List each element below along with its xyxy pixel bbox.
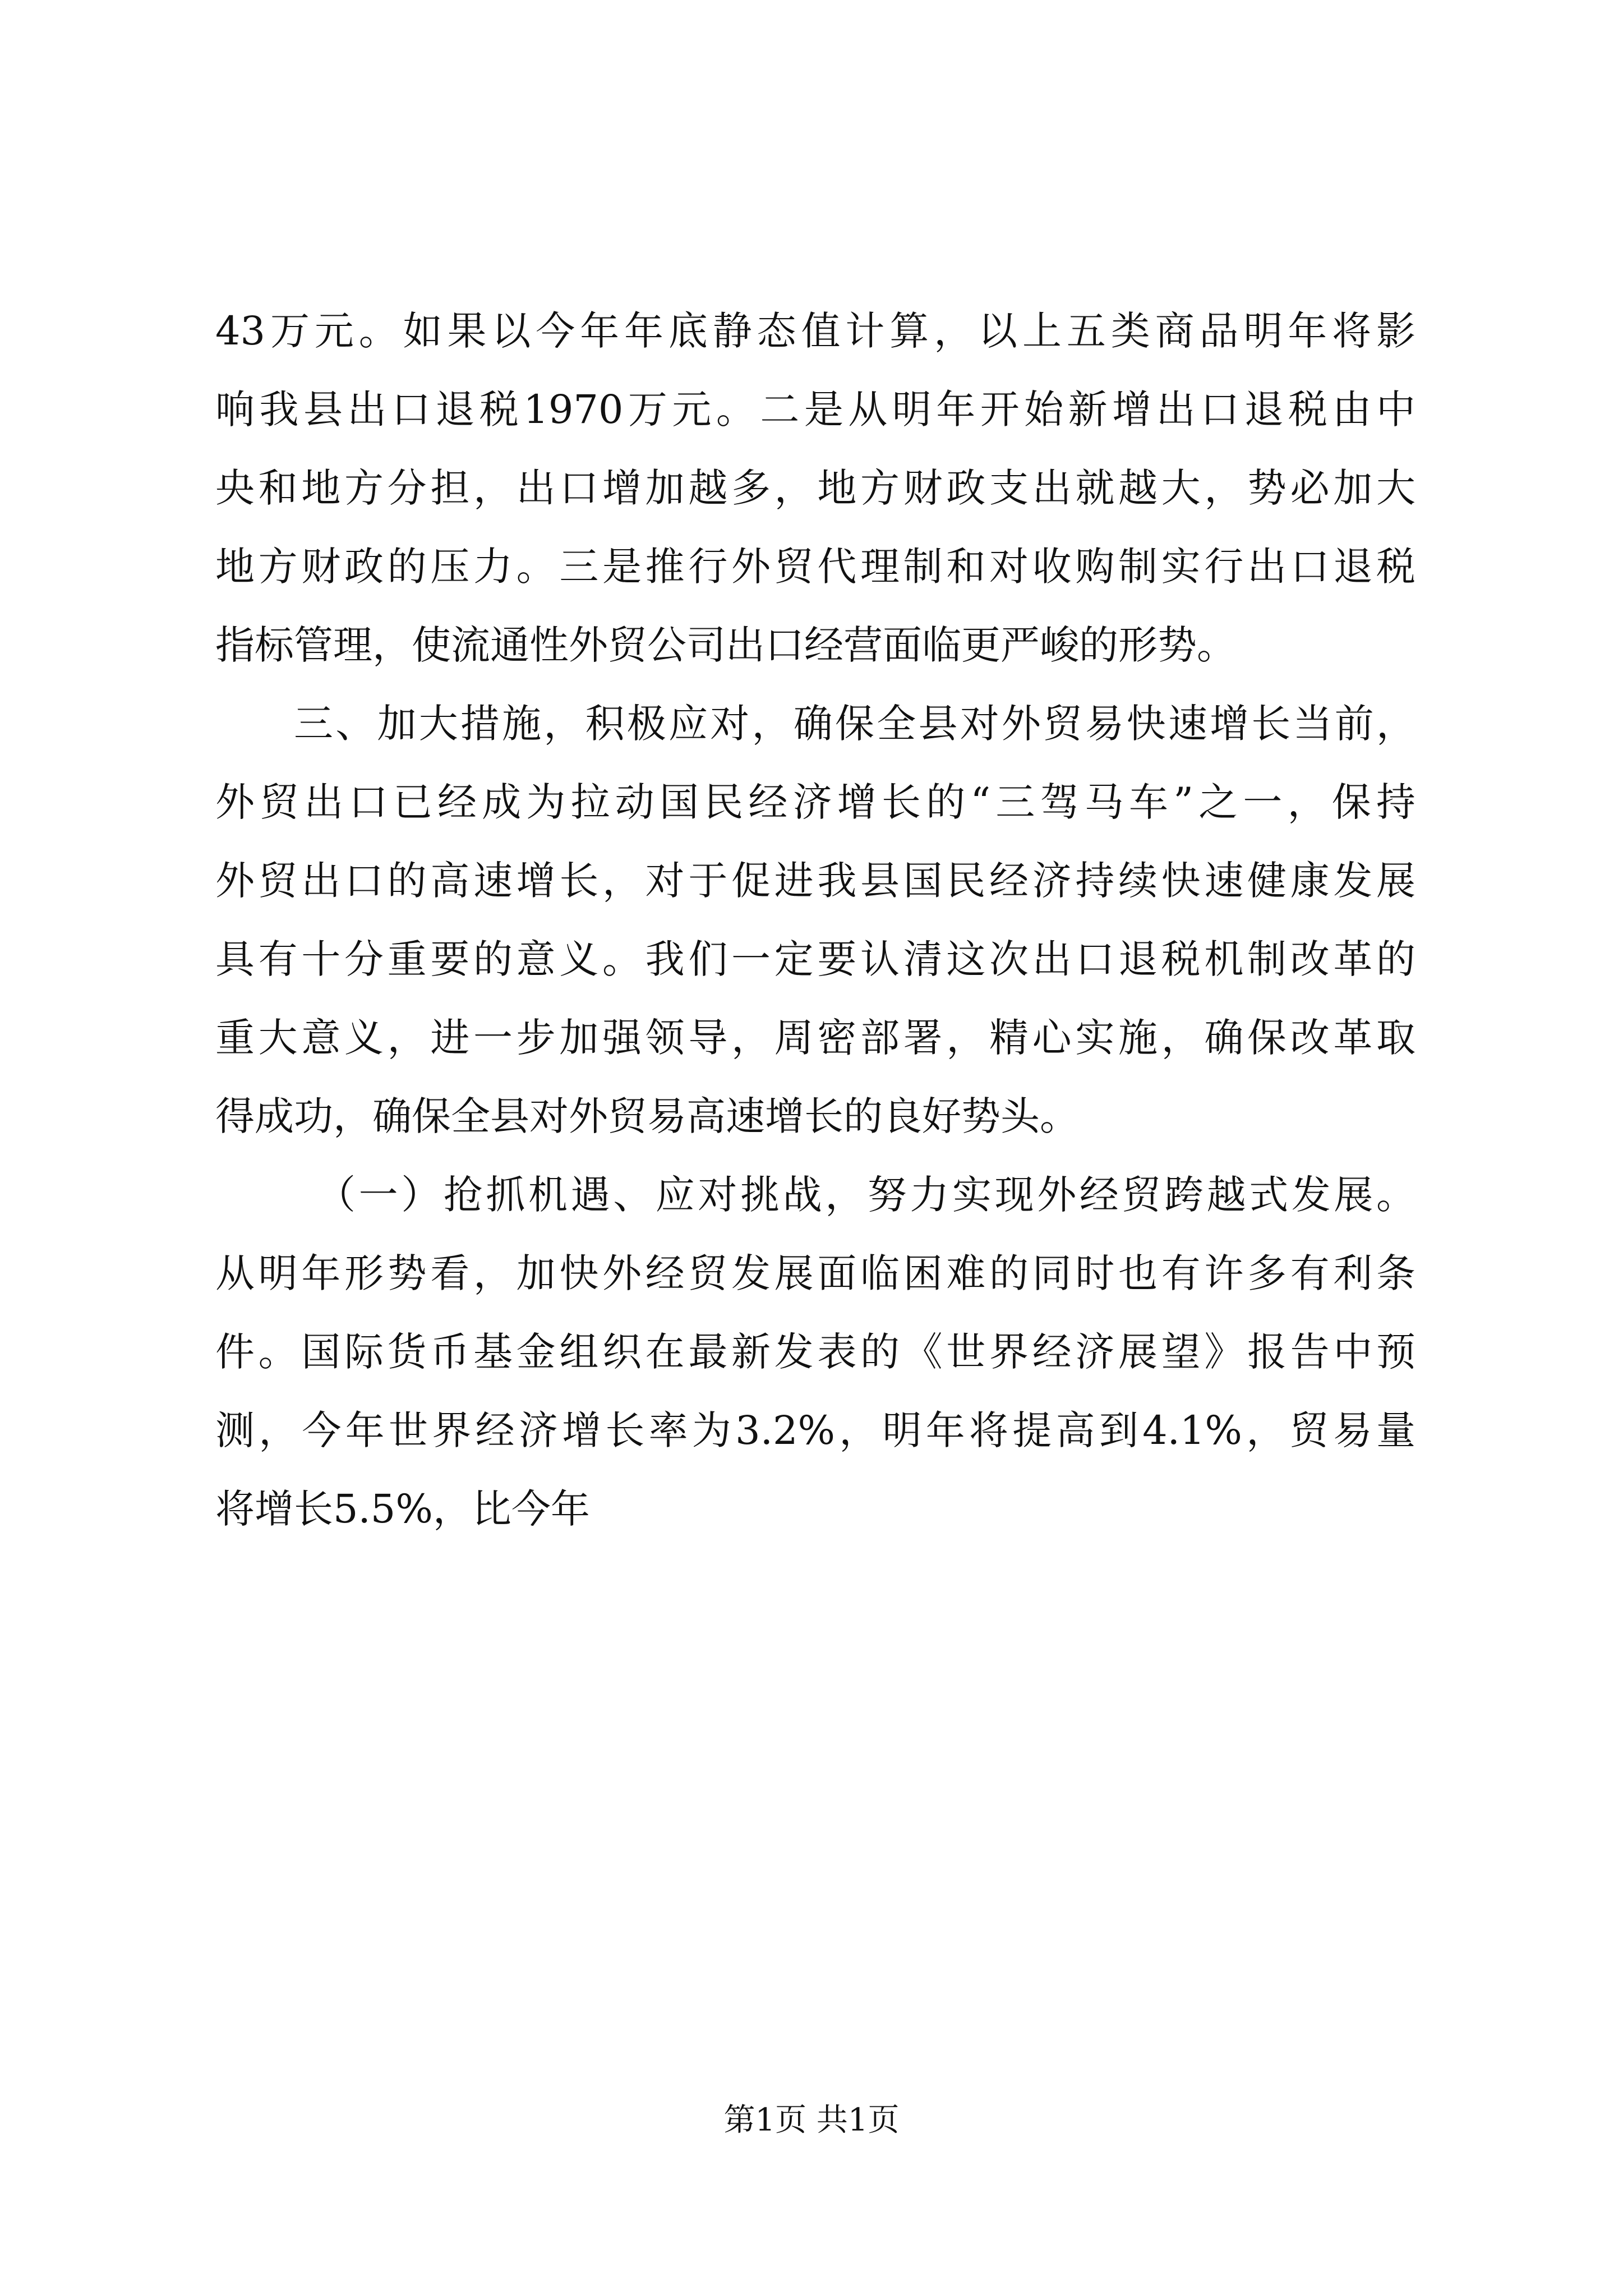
text-line: 43万元。如果以今年年底静态值计算，以上五类商品明年将影 (215, 308, 1415, 354)
text-line: 从明年形势看，加快外经贸发展面临困难的同时也有许多有利条 (215, 1250, 1415, 1296)
text-line: 具有十分重要的意义。我们一定要认清这次出口退税机制改革的 (215, 936, 1415, 982)
body-text (215, 292, 1415, 1548)
text-line: （一）抢抓机遇、应对挑战，努力实现外经贸跨越式发展。 (316, 1172, 1415, 1218)
text-line: 重大意义，进一步加强领导，周密部署，精心实施，确保改革取 (215, 1015, 1415, 1061)
text-line: 测，今年世界经济增长率为3.2%，明年将提高到4.1%，贸易量 (215, 1407, 1415, 1453)
text-line: 央和地方分担，出口增加越多，地方财政支出就越大，势必加大 (215, 465, 1415, 511)
page-footer (0, 2098, 1623, 2143)
text-line: 件。国际货币基金组织在最新发表的《世界经济展望》报告中预 (215, 1329, 1415, 1375)
text-line: 地方财政的压力。三是推行外贸代理制和对收购制实行出口退税 (215, 544, 1415, 590)
text-line: 响我县出口退税1970万元。二是从明年开始新增出口退税由中 (215, 386, 1415, 432)
text-line: 指标管理，使流通性外贸公司出口经营面临更严峻的形势。 (215, 622, 1236, 668)
text-line: 得成功，确保全县对外贸易高速增长的良好势头。 (215, 1093, 1079, 1139)
text-line: 外贸出口的高速增长，对于促进我县国民经济持续快速健康发展 (215, 858, 1415, 904)
text-line: 将增长5.5%，比今年 (215, 1486, 590, 1532)
text-line: 三、加大措施，积极应对，确保全县对外贸易快速增长当前， (294, 701, 1415, 747)
page-number-label: 第1页 共1页 (723, 2102, 900, 2138)
text-line: 外贸出口已经成为拉动国民经济增长的“三驾马车”之一，保持 (215, 779, 1415, 825)
